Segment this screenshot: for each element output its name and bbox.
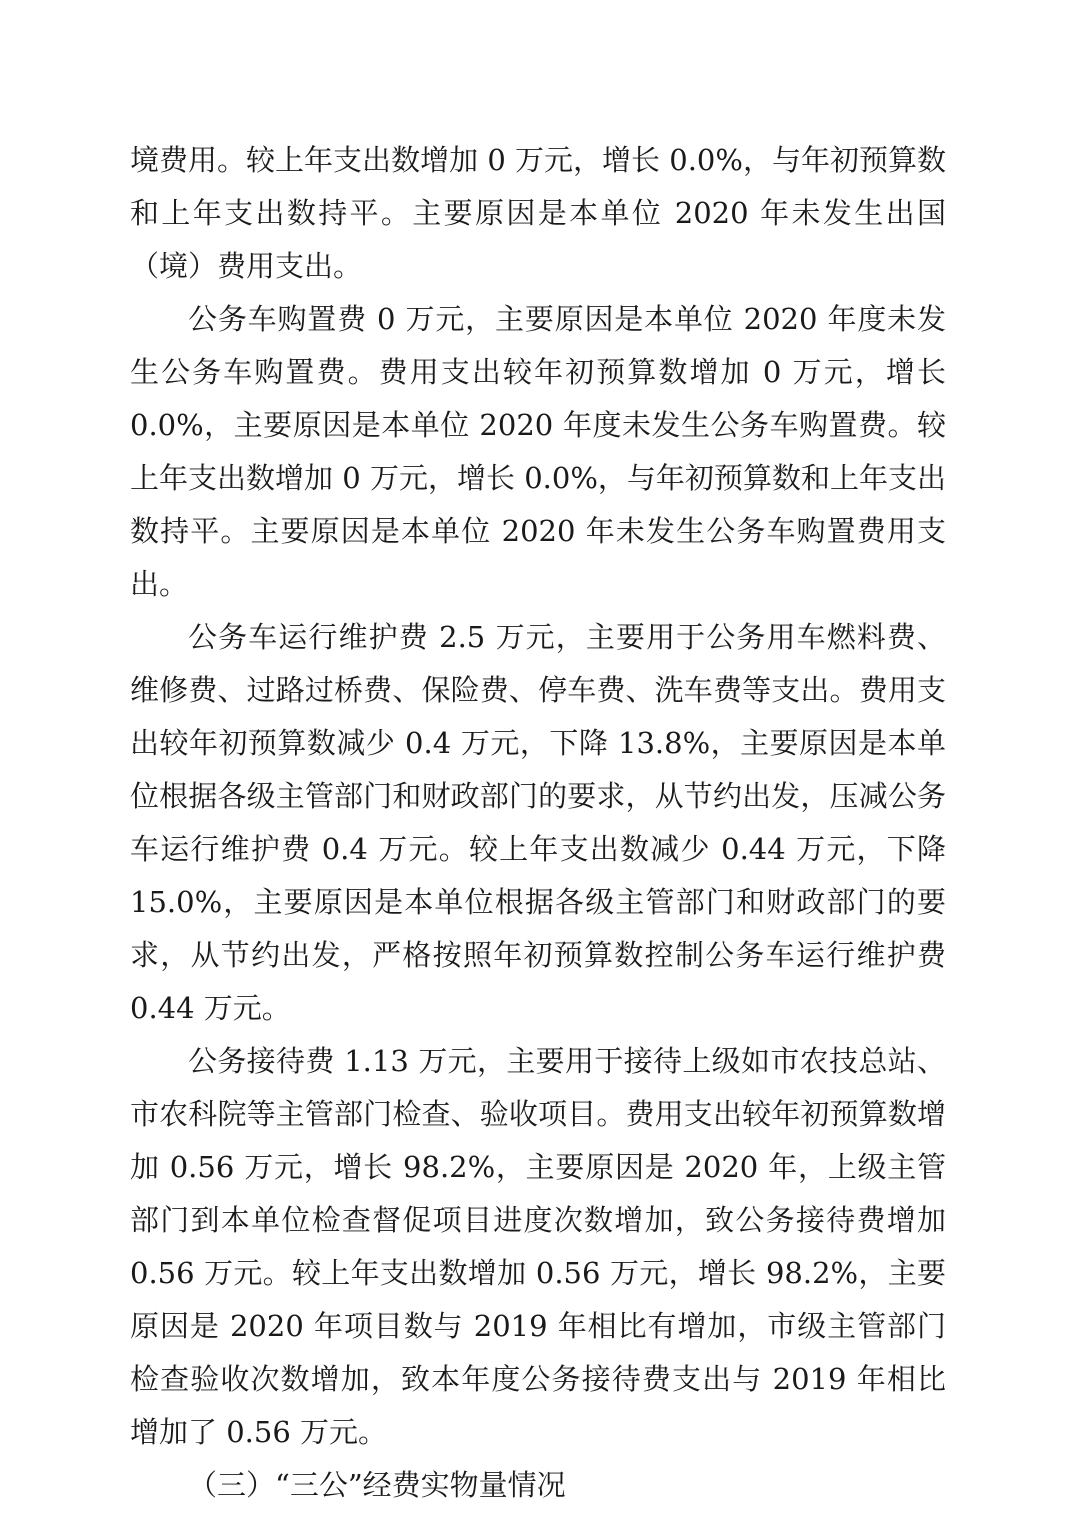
section-heading-three-public-expenses: （三）“三公”经费实物量情况	[188, 1468, 566, 1502]
paragraph-official-reception: 公务接待费 1.13 万元，主要用于接待上级如市农技总站、市农科院等主管部门检查、验收项目。费用支出较年初预算数增加 0.56 万元，增长 98.2%，主要原因是 2020 年，上级主管部门到本单位检查督促项目进度次数增加，致公务接待费增加 0.56 万元。较上年支出数增加 0.56 万元，增长 98.2%，主要原因是 2020 年项目数与 2019 年相比有增加，市级主管部门检查验收次数增加，致本年度公务接待费支出与 2019 年相比增加了 0.56 万元。	[130, 1044, 946, 1449]
paragraph-outbound-travel-continued: 境费用。较上年支出数增加 0 万元，增长 0.0%，与年初预算数和上年支出数持平。主要原因是本单位 2020 年未发生出国（境）费用支出。	[130, 143, 946, 283]
document-body	[130, 134, 946, 1512]
paragraph-vehicle-maintenance: 公务车运行维护费 2.5 万元，主要用于公务用车燃料费、维修费、过路过桥费、保险费、停车费、洗车费等支出。费用支出较年初预算数减少 0.4 万元，下降 13.8%，主要原因是本单位根据各级主管部门和财政部门的要求，从节约出发，压减公务车运行维护费 0.4 万元。较上年支出数减少 0.44 万元，下降 15.0%，主要原因是本单位根据各级主管部门和财政部门的要求，从节约出发，严格按照年初预算数控制公务车运行维护费 0.44 万元。	[130, 620, 946, 1025]
paragraph-vehicle-purchase: 公务车购置费 0 万元，主要原因是本单位 2020 年度未发生公务车购置费。费用支出较年初预算数增加 0 万元，增长 0.0%，主要原因是本单位 2020 年度未发生公务车购置费。较上年支出数增加 0 万元，增长 0.0%，与年初预算数和上年支出数持平。主要原因是本单位 2020 年未发生公务车购置费用支出。	[130, 302, 946, 601]
